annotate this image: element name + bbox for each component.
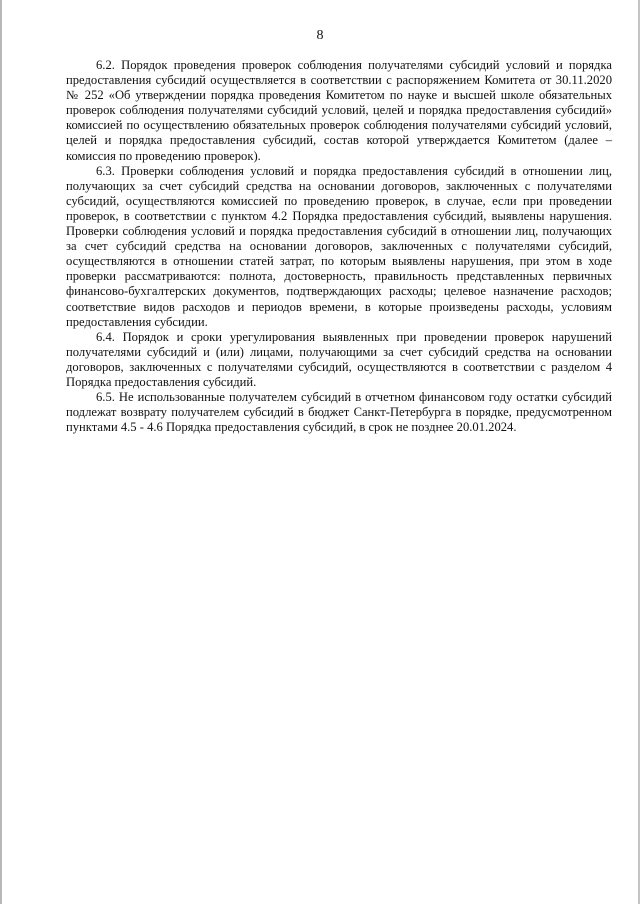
paragraph-6-3: 6.3. Проверки соблюдения условий и порядка предоставления субсидий в отношении лиц, получающих за счет субсидий средства на основании договоров, заключенных с получателями субсидий, осуществляются комиссией по проведению проверок, в случае, если при проведении проверок, в соответствии с пунктом 4.2 Порядка предоставления субсидий, выявлены нарушения. Проверки соблюдения условий и порядка предоставления субсидий в отношении лиц, получающих за счет субсидий средства на основании договоров, заключенных с получателями субсидий, осуществляются в отношении статей затрат, по которым выявлены нарушения, при этом в ходе проверки рассматриваются: полнота, достоверность, правильность представленных первичных финансово-бухгалтерских документов, подтверждающих расходы; целевое назначение расходов; соответствие видов расходов и периодов времени, в которые произведены расходы, условиям предоставления субсидии. bbox=[66, 163, 612, 329]
paragraph-6-2: 6.2. Порядок проведения проверок соблюдения получателями субсидий условий и порядка предоставления субсидий осуществляется в соответствии с распоряжением Комитета от 30.11.2020 № 252 «Об утверждении порядка проведения Комитетом по науке и высшей школе обязательных проверок соблюдения получателями субсидий условий, целей и порядка предоставления субсидий» комиссией по осуществлению обязательных проверок соблюдения получателями субсидий условий, целей и порядка предоставления субсидий, состав которой утверждается Комитетом (далее – комиссия по проведению проверок). bbox=[66, 58, 612, 163]
document-body bbox=[66, 58, 612, 435]
paragraph-6-4: 6.4. Порядок и сроки урегулирования выявленных при проведении проверок нарушений получателями субсидий и (или) лицами, получающими за счет субсидий средства на основании договоров, заключенных с получателями субсидий, осуществляются в соответствии с разделом 4 Порядка предоставления субсидий. bbox=[66, 329, 612, 389]
paragraph-6-5: 6.5. Не использованные получателем субсидий в отчетном финансовом году остатки субсидий подлежат возврату получателем субсидий в бюджет Санкт-Петербурга в порядке, предусмотренном пунктами 4.5 - 4.6 Порядка предоставления субсидий, в срок не позднее 20.01.2024. bbox=[66, 390, 612, 435]
page-number: 8 bbox=[316, 28, 324, 43]
